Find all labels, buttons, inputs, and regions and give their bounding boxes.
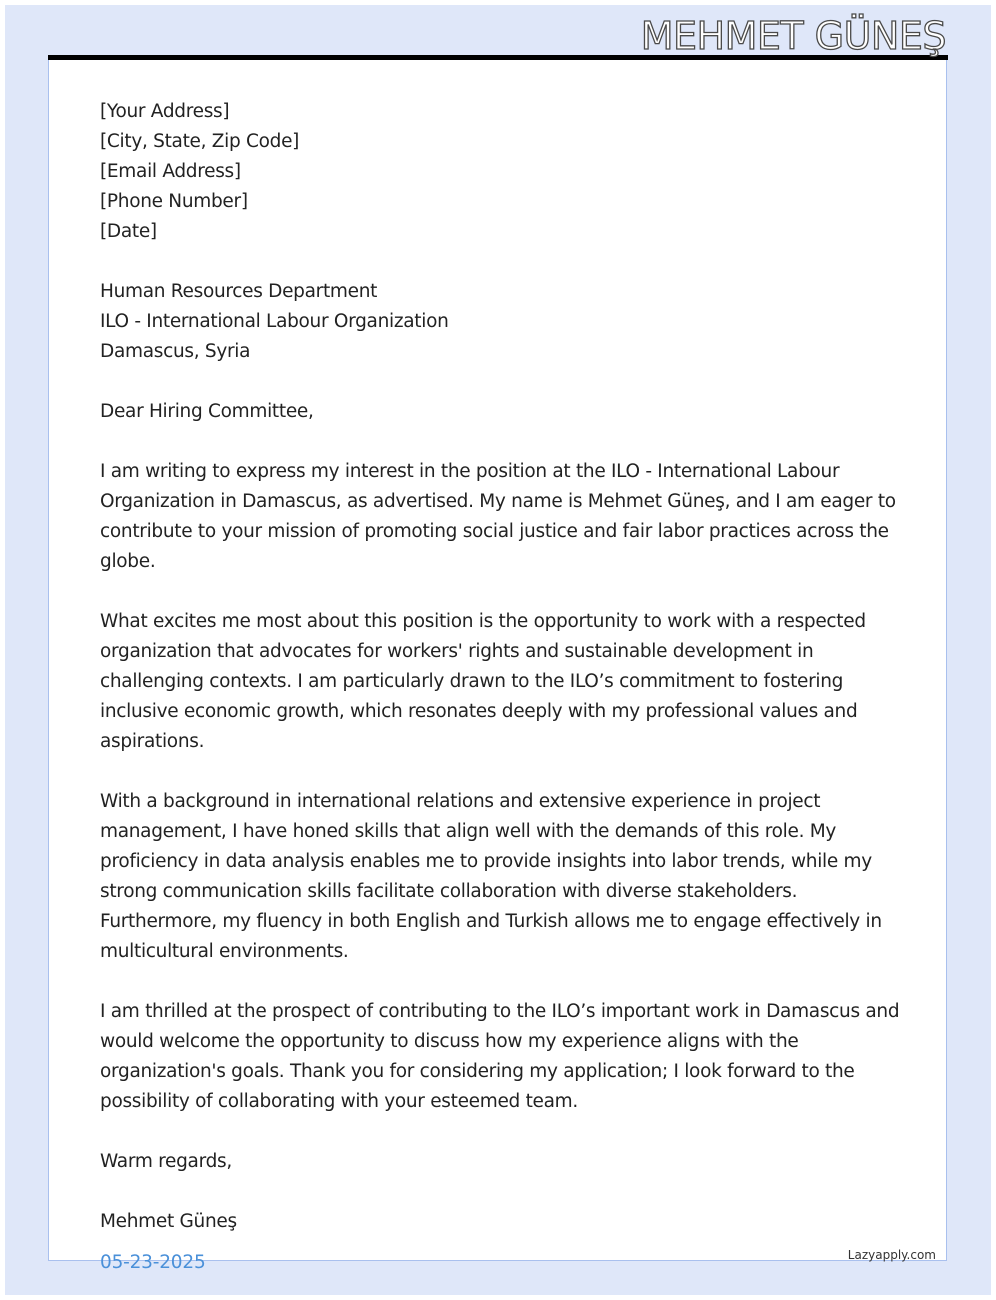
sender-date: [Date] <box>100 221 157 242</box>
recipient-department: Human Resources Department <box>100 281 378 302</box>
sender-city-state-zip: [City, State, Zip Code] <box>100 131 300 152</box>
sender-email: [Email Address] <box>100 161 241 182</box>
recipient-block <box>100 277 900 367</box>
salutation: Dear Hiring Committee, <box>100 401 314 422</box>
letter-body <box>100 97 900 1267</box>
sender-phone: [Phone Number] <box>100 191 248 212</box>
body-paragraph-1: I am writing to express my interest in the position at the ILO - International Labour Organization in Damascus, as advertised. My name is Mehmet Güneş, and I am eager to contribute to your mission of promoting social justice and fair labor practices across the globe. <box>100 461 896 572</box>
signature: Mehmet Güneş <box>100 1211 237 1232</box>
body-paragraph-4: I am thrilled at the prospect of contributing to the ILO’s important work in Damascus and would welcome the opportunity to discuss how my experience aligns with the organization's goals. Thank you for considering my application; I look forward to the possibility of collaborating with your esteemed team. <box>100 1001 900 1112</box>
recipient-organization: ILO - International Labour Organization <box>100 311 449 332</box>
body-paragraph-2: What excites me most about this position is the opportunity to work with a respected organization that advocates for workers' rights and sustainable development in challenging contexts. I am particularly drawn to the ILO’s commitment to fostering inclusive economic growth, which resonates deeply with my professional values and aspirations. <box>100 611 866 752</box>
closing: Warm regards, <box>100 1151 232 1172</box>
body-paragraph-3: With a background in international relations and extensive experience in project management, I have honed skills that align well with the demands of this role. My proficiency in data analysis enables me to provide insights into labor trends, while my strong communication skills facilitate collaboration with diverse stakeholders. Furthermore, my fluency in both English and Turkish allows me to engage effectively in multicultural environments. <box>100 791 882 962</box>
sender-block <box>100 97 900 247</box>
watermark: Lazyapply.com <box>847 1248 936 1262</box>
header-name: MEHMET GÜNEŞ <box>640 14 946 58</box>
recipient-location: Damascus, Syria <box>100 341 251 362</box>
sender-address: [Your Address] <box>100 101 230 122</box>
footer-date: 05-23-2025 <box>100 1252 206 1273</box>
